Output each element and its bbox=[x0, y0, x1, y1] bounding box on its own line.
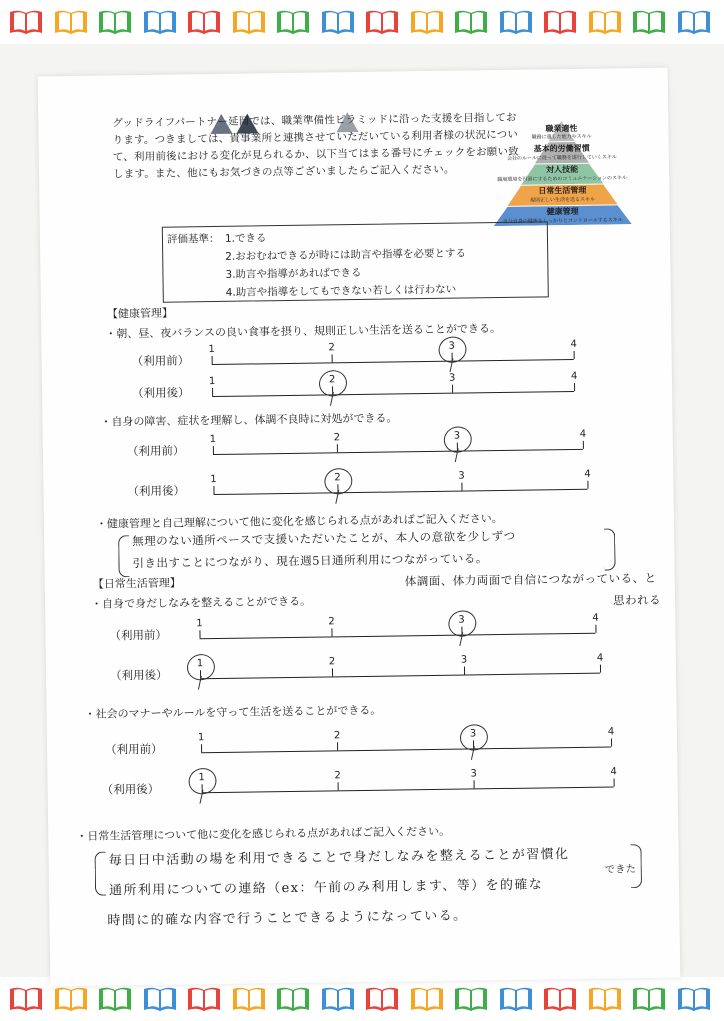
book-icon bbox=[320, 985, 356, 1013]
scale-label-after: （利用後） bbox=[101, 781, 160, 797]
book-icon bbox=[8, 8, 44, 36]
scale-tick bbox=[338, 782, 339, 790]
book-icon bbox=[676, 8, 712, 36]
scale-line bbox=[200, 633, 596, 640]
criteria-item: 4.助言や指導をしてもできない若しくは行わない bbox=[225, 283, 457, 299]
scale-number[interactable]: 2 bbox=[334, 472, 341, 484]
scale-line bbox=[201, 747, 611, 754]
pyramid-level-label: 職業適性 bbox=[545, 123, 578, 134]
scale-tick bbox=[212, 356, 213, 364]
scale-line bbox=[202, 786, 614, 793]
scale-number[interactable]: 1 bbox=[208, 375, 216, 388]
criteria-item: 3.助言や指導があればできる bbox=[225, 266, 362, 281]
book-icon bbox=[97, 8, 133, 36]
scale-label-after: （利用後） bbox=[109, 667, 168, 683]
scale-number[interactable]: 3 bbox=[458, 470, 465, 482]
scale-number[interactable]: 2 bbox=[333, 730, 341, 742]
scale-label-before: （利用前） bbox=[131, 353, 190, 369]
book-icon bbox=[8, 985, 44, 1013]
bracket-left bbox=[118, 535, 130, 577]
scale-label-before: （利用前） bbox=[126, 443, 185, 459]
book-icon bbox=[587, 8, 623, 36]
pyramid-level-sub: 会社のルールに従って職務を遂行していくスキル bbox=[506, 154, 617, 162]
pyramid-level-sub: 規則正しい生活を送るスキル bbox=[529, 196, 595, 204]
scale-number[interactable]: 4 bbox=[570, 338, 577, 351]
scale-tick bbox=[611, 738, 612, 746]
handwritten-comment: 時間に的確な内容で行うことできるようになっている。 bbox=[107, 908, 468, 929]
question-text: ・朝、昼、夜バランスの良い食事を摂り、規則正しい生活を送ることができる。 bbox=[105, 321, 502, 341]
pyramid-level-label: 基本的労働習慣 bbox=[533, 143, 590, 154]
handwritten-comment: できた bbox=[604, 864, 637, 876]
scale-tick bbox=[332, 354, 333, 362]
scale-number[interactable]: 1 bbox=[197, 732, 205, 744]
book-icon bbox=[453, 985, 489, 1013]
scale-number[interactable]: 4 bbox=[596, 652, 604, 664]
book-icon bbox=[409, 985, 445, 1013]
book-icon bbox=[231, 8, 267, 36]
scale-label-before: （利用前） bbox=[104, 741, 163, 757]
scale-number[interactable]: 4 bbox=[579, 428, 587, 440]
scale-tick bbox=[201, 744, 202, 752]
scale-label-after: （利用後） bbox=[132, 385, 190, 401]
scale-number[interactable]: 4 bbox=[570, 370, 578, 383]
scale-number[interactable]: 3 bbox=[460, 654, 468, 666]
book-icon bbox=[364, 8, 400, 36]
question-text: ・社会のマナーやルールを守って生活を送ることができる。 bbox=[84, 703, 382, 721]
scale-number[interactable]: 1 bbox=[209, 433, 217, 446]
section-heading-health: 【健康管理】 bbox=[106, 306, 174, 321]
scale-tick bbox=[212, 388, 213, 396]
book-icon bbox=[142, 985, 178, 1013]
scale-number[interactable]: 4 bbox=[610, 766, 617, 778]
handwritten-comment: 無理のない通所ペースで支援いただいたことが、本人の意欲を少しずつ bbox=[132, 528, 516, 549]
scale-number[interactable]: 1 bbox=[196, 658, 204, 670]
scale-tick bbox=[461, 483, 462, 491]
scale-tick bbox=[213, 486, 214, 494]
scale-tick bbox=[474, 780, 475, 788]
scale-number[interactable]: 1 bbox=[208, 343, 215, 356]
survey-sheet bbox=[38, 68, 681, 987]
scale-number[interactable]: 2 bbox=[333, 432, 341, 444]
pyramid-level-sub: 自分自身の健康をしっかりとコントロールするスキル bbox=[502, 217, 623, 225]
scale-number[interactable]: 4 bbox=[584, 468, 591, 480]
scale-line bbox=[213, 449, 583, 455]
scale-number[interactable]: 3 bbox=[470, 768, 477, 780]
book-icon bbox=[542, 8, 578, 36]
bracket-left bbox=[95, 852, 107, 896]
scale-tick bbox=[587, 481, 588, 489]
pyramid-level-sub: 職場環境を円滑にするためのコミュニケーションのスキル bbox=[497, 175, 628, 184]
scale-number[interactable]: 3 bbox=[448, 372, 456, 384]
scale-tick bbox=[332, 668, 333, 676]
pyramid-level-label: 健康管理 bbox=[546, 206, 579, 217]
scale-tick bbox=[464, 667, 465, 675]
scale-tick bbox=[337, 742, 338, 750]
scale-number[interactable]: 4 bbox=[592, 612, 599, 624]
free-comment-prompt: ・健康管理と自己理解について他に変化を感じられる点があればご記入ください。 bbox=[95, 511, 503, 531]
book-icon bbox=[631, 985, 667, 1013]
handwritten-comment: 思われる bbox=[612, 592, 662, 608]
scale-tick bbox=[452, 385, 453, 393]
scale-tick bbox=[614, 778, 615, 786]
scale-number[interactable]: 2 bbox=[334, 770, 341, 782]
book-icon bbox=[231, 985, 267, 1013]
book-icon bbox=[631, 8, 667, 36]
vocational-readiness-pyramid bbox=[466, 120, 657, 227]
question-text: ・自身の障害、症状を理解し、体調不良時に対処ができる。 bbox=[100, 411, 398, 429]
book-icon bbox=[498, 985, 534, 1013]
scale-tick bbox=[574, 383, 575, 391]
scale-label-before: （利用前） bbox=[109, 627, 168, 643]
scale-number[interactable]: 2 bbox=[328, 374, 336, 386]
book-icon bbox=[587, 985, 623, 1013]
scale-number[interactable]: 1 bbox=[196, 618, 203, 630]
criteria-item: 2.おおむねできるが時には助言や指導を必要とする bbox=[225, 247, 467, 263]
book-icon bbox=[320, 8, 356, 36]
book-icon bbox=[498, 8, 534, 36]
scale-number[interactable]: 2 bbox=[328, 656, 336, 668]
pyramid-level-sub: 職務に適した能力やスキル bbox=[531, 133, 592, 141]
pyramid-level-label: 対人技能 bbox=[545, 164, 579, 175]
bracket-right bbox=[604, 528, 616, 570]
book-icon bbox=[275, 8, 311, 36]
handwritten-comment: 通所利用についての連絡（ex：午前のみ利用します、等）を的確な bbox=[108, 877, 544, 899]
scale-number[interactable]: 2 bbox=[328, 616, 335, 628]
question-text: ・自身で身だしなみを整えることができる。 bbox=[90, 594, 312, 611]
criteria-item: 1.できる bbox=[224, 232, 267, 245]
evaluation-criteria-box bbox=[162, 221, 549, 302]
book-icon bbox=[97, 985, 133, 1013]
book-icon bbox=[186, 8, 222, 36]
scale-number[interactable]: 3 bbox=[458, 614, 465, 626]
top-book-border bbox=[0, 0, 724, 44]
scale-tick bbox=[199, 630, 200, 638]
scale-tick bbox=[337, 444, 338, 452]
scale-tick bbox=[331, 628, 332, 636]
scale-line bbox=[212, 391, 574, 397]
book-icon bbox=[542, 985, 578, 1013]
section-heading-daily: 【日常生活管理】 bbox=[92, 576, 181, 591]
free-comment-prompt: ・日常生活管理について他に変化を感じられる点があればご記入ください。 bbox=[76, 824, 451, 843]
scale-line bbox=[214, 489, 588, 495]
scale-number[interactable]: 2 bbox=[328, 342, 335, 354]
scale-number[interactable]: 3 bbox=[469, 728, 477, 740]
scale-line bbox=[200, 673, 600, 680]
scale-number[interactable]: 4 bbox=[607, 726, 615, 738]
scale-number[interactable]: 1 bbox=[210, 473, 217, 486]
scale-number[interactable]: 3 bbox=[448, 340, 455, 352]
scale-label-after: （利用後） bbox=[127, 483, 186, 499]
scale-tick bbox=[583, 441, 584, 449]
scale-tick bbox=[574, 351, 575, 359]
scale-tick bbox=[595, 625, 596, 633]
book-icon bbox=[53, 8, 89, 36]
intro-text: グッドライフパートナー延岡では、職業準備性ピラミッドに沿った支援を目指しております。つきましては、貴事業所と連携させていただいている利用者様の状況について、利用前後における変化が見られるか、以下当てはまる番号にチェックをお願い致します。また、他にもお気づきの点等ございましたらご記入ください。 bbox=[112, 111, 519, 181]
handwritten-comment: 引き出すことにつながり、現在週5日通所利用につながっている。 bbox=[132, 551, 488, 571]
book-icon bbox=[53, 985, 89, 1013]
scale-number[interactable]: 3 bbox=[453, 430, 461, 442]
book-icon bbox=[409, 8, 445, 36]
pyramid-level-label: 日常生活管理 bbox=[538, 185, 587, 196]
criteria-title: 評価基準： bbox=[166, 232, 220, 246]
scale-tick bbox=[600, 665, 601, 673]
handwritten-comment: 体調面、体力両面で自信につながっている、と bbox=[404, 570, 657, 589]
book-icon bbox=[275, 985, 311, 1013]
book-icon bbox=[676, 985, 712, 1013]
handwritten-comment: 毎日日中活動の場を利用できることで身だしなみを整えることが習慣化 bbox=[108, 847, 570, 869]
book-icon bbox=[364, 985, 400, 1013]
book-icon bbox=[453, 8, 489, 36]
scale-tick bbox=[213, 446, 214, 454]
scale-number[interactable]: 1 bbox=[198, 772, 205, 784]
book-icon bbox=[142, 8, 178, 36]
book-icon bbox=[186, 985, 222, 1013]
scale-line bbox=[212, 359, 574, 365]
